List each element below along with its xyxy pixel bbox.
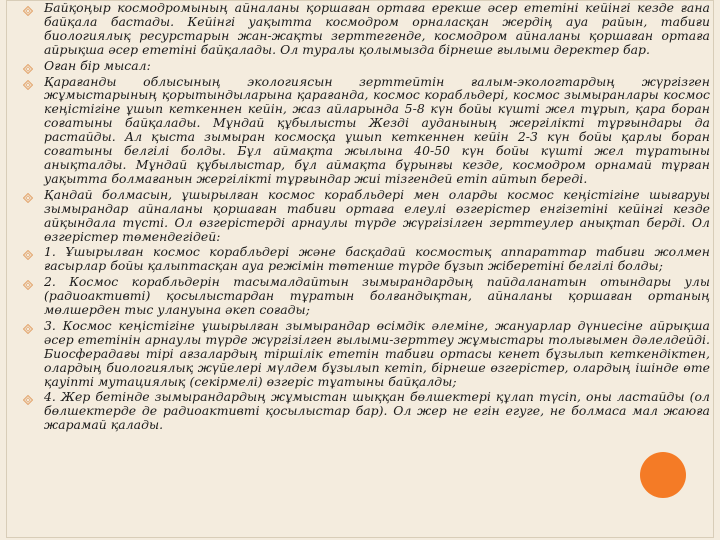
diamond-bullet-icon	[23, 193, 33, 203]
list-item-text: 4. Жер бетінде зымырандардың жұмыстан шыққан бөлшектері құлап түсіп, оны ластайды (ол бөлшектерде де радиоактивті қосылыстар бар). Ол жер не егін егуге, не болмаса мал жаюға жарамай қалады.	[44, 389, 710, 433]
list-item-text: 2. Космос корабльдерін тасымалдайтын зымырандардың пайдаланатын отындары улы (радиоактивті) қосылыстардан тұратын болғандықтан, айналаны қоршаған ортаның мөлшерден тыс улануына әкеп соғады;	[44, 274, 710, 318]
list-item-text: 1. Ұшырылған космос корабльдері және басқадай космостық аппараттар табиғи жолмен ғасырлар бойы қалыптасқан ауа режімін төтенше түрде бұзып жіберетіні белгілі болды;	[44, 244, 710, 274]
list-item-text: Оған бір мысал:	[44, 57, 151, 73]
bullet-list	[12, 0, 710, 432]
list-item	[12, 1, 710, 57]
list-item	[12, 390, 710, 432]
list-item	[12, 275, 710, 317]
list-item	[12, 188, 710, 244]
slide-content	[12, 0, 710, 540]
list-item	[12, 245, 710, 273]
list-item-text: 3. Космос кеңістігіне ұшырылған зымырандар өсімдік әлеміне, жануарлар дүниесіне айрықша әсер ететінін арнаулы түрде жүргізілген ғылыми-зерттеу жұмыстары толығымен дәлелдейді. Биосферадағы тірі ағзалардың тіршілік ететін табиғи ортасы кенет бұзылып кеткендіктен, олардың биологиялық жүйелері мүлдем бұзылып кетіп, бірнеше өзгерістер, олардың ішінде өте қауіпті мутациялық (секірмелі) өзгеріс тұатыны байқалды;	[44, 317, 710, 389]
diamond-bullet-icon	[23, 324, 33, 334]
list-item-text: Қандай болмасын, ұшырылған космос корабльдері мен оларды космос кеңістігіне шығаруы зымырандар айналаны қоршаған табиғи ортаға елеулі өзгерістер енгізетіні кейінгі кезде айқындала түсті. Ол өзгерістерді арнаулы түрде жүргізілген зерттеулер анықтап берді. Ол өзгерістер төмендегідей:	[44, 186, 710, 244]
list-item-text: Қарағанды облысының экологиясын зерттейтін ғалым-экологтардың жүргізген жұмыстарының қорытындыларына қарағанда, космос корабльдері, космос зымыранлары космос кеңістігіне ұшып кеткеннен кейін, жаз айларында 5-8 күн бойы күшті жел тұрып, қара боран соғатыны байқалады. Мұндай құбылысты Жезді ауданының жергілікті тұрғындары да растайды. Ал қыста зымыран космосқа ұшып кеткеннен кейін 2-3 күн бойы қарлы боран соғатыны белгілі болды. Бұл аймақта жылына 40-50 күн бойы күшті жел тұратыны анықталды. Мұндай құбылыстар, бұл аймақта бұрынғы кезде, космодром орнамай тұрған уақытта болмағанын жергілікті тұрғындар жиі тізгендей етіп айтып береді.	[44, 73, 710, 186]
diamond-bullet-icon	[23, 80, 33, 90]
list-item	[12, 75, 710, 186]
list-item	[12, 59, 710, 73]
diamond-bullet-icon	[23, 6, 33, 16]
diamond-bullet-icon	[23, 250, 33, 260]
diamond-bullet-icon	[23, 64, 33, 74]
diamond-bullet-icon	[23, 395, 33, 405]
diamond-bullet-icon	[23, 280, 33, 290]
list-item	[12, 319, 710, 389]
list-item-text: Байқоңыр космодромының айналаны қоршаған ортаға ерекше әсер ететіні кейінгі кезде ғана байқала бастады. Кейінгі уақытта космодром орналасқан жердің ауа райын, табиғи биологиялық ресурстарын жан-жақты зерттегенде, космодром айналаны қоршаған ортаға айрықша әсер ететіні байқалады. Ол туралы қолымызда бірнеше ғылыми деректер бар.	[44, 0, 710, 57]
